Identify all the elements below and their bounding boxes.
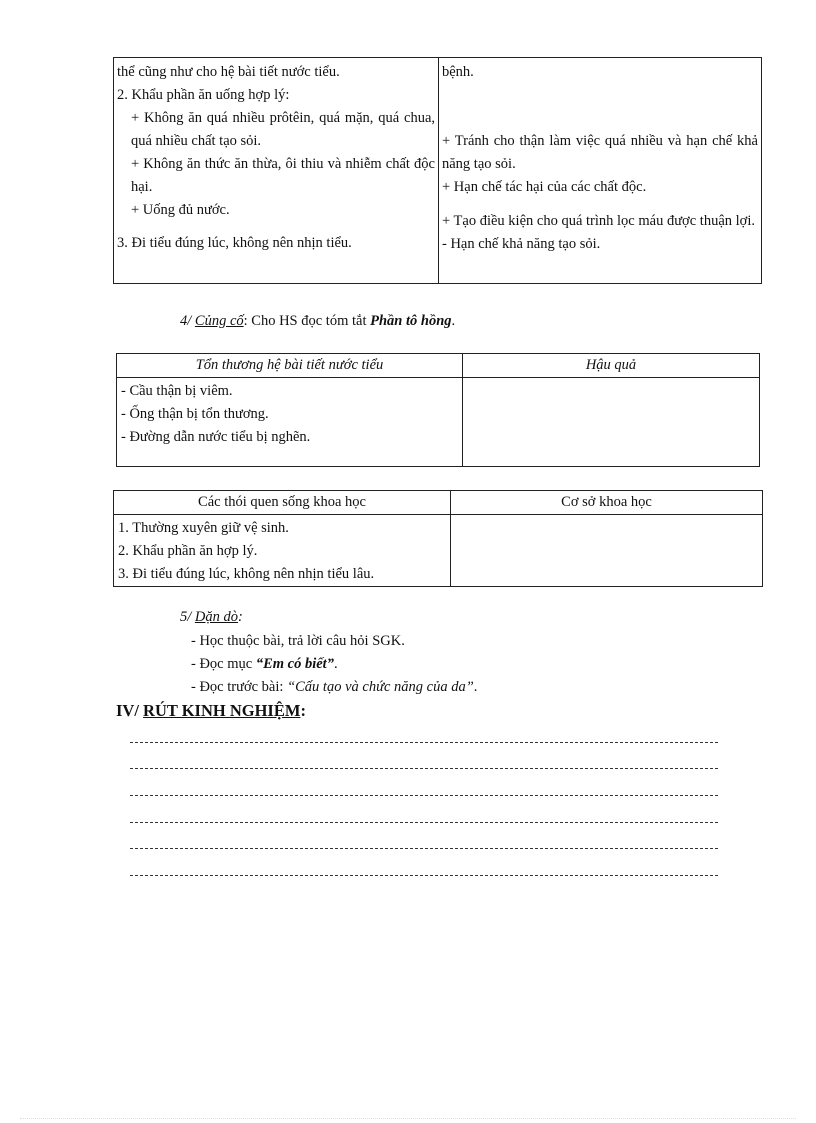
habits-table: [113, 490, 763, 587]
dando-colon: :: [238, 609, 243, 625]
rutkinh-title: RÚT KINH NGHIỆM: [143, 701, 301, 720]
reason-line: + Tránh cho thận làm việc quá nhiều và hạn chế khả năng tạo sỏi.: [442, 133, 758, 172]
page-footer-divider: [20, 1118, 796, 1119]
science-header: Cơ sở khoa học: [451, 491, 763, 515]
notes-line: [130, 875, 718, 876]
rutkinh-heading: [116, 700, 306, 722]
reason-line: bệnh.: [442, 64, 474, 80]
cungco-heading: [180, 310, 455, 333]
dando-number: 5/: [180, 609, 192, 625]
notes-line: [130, 848, 718, 849]
rutkinh-colon: :: [300, 701, 306, 720]
dando-heading: [180, 606, 243, 629]
dando-item-3: [191, 676, 477, 699]
damage-table: [116, 353, 760, 467]
habits-header: Các thói quen sống khoa học: [114, 491, 451, 515]
dando-item-3-em: “Cấu tạo và chức năng của da”: [287, 679, 474, 695]
rutkinh-prefix: IV/: [116, 701, 144, 720]
habit-line: + Uống đủ nước.: [131, 202, 230, 218]
dando-item-3-end: .: [473, 679, 478, 695]
notes-line: [130, 742, 718, 743]
remedy-table: [113, 57, 762, 284]
dando-item-2-em: “Em có biết”: [255, 656, 334, 672]
dando-label: Dặn dò: [194, 609, 239, 625]
habit-line: 2. Khẩu phần ăn uống hợp lý:: [117, 87, 290, 103]
habit-line: + Không ăn thức ăn thừa, ôi thiu và nhiễm chất độc hại.: [131, 156, 435, 195]
reason-line: + Tạo điều kiện cho quá trình lọc máu được thuận lợi.: [442, 213, 755, 229]
damage-item: - Ống thận bị tổn thương.: [121, 406, 269, 422]
dando-item-2: [191, 653, 338, 676]
notes-line: [130, 822, 718, 823]
consequence-header: Hậu quả: [463, 354, 760, 378]
habit-line: + Không ăn quá nhiều prôtêin, quá mặn, quá chua, quá nhiều chất tạo sỏi.: [131, 110, 435, 149]
habits-cell: [114, 515, 451, 587]
damage-header: Tổn thương hệ bài tiết nước tiểu: [117, 354, 463, 378]
cungco-end: .: [451, 313, 456, 329]
dando-item-2-pre: - Đọc mục: [191, 656, 256, 672]
habit-line: thể cũng như cho hệ bài tiết nước tiểu.: [117, 64, 340, 80]
cungco-highlight: Phần tô hồng: [370, 313, 452, 329]
habit-item: 1. Thường xuyên giữ vệ sinh.: [118, 520, 289, 536]
habit-item: 2. Khẩu phần ăn hợp lý.: [118, 543, 258, 559]
habit-item: 3. Đi tiểu đúng lúc, không nên nhịn tiểu lâu.: [118, 566, 375, 582]
habit-line: 3. Đi tiểu đúng lúc, không nên nhịn tiểu.: [117, 235, 352, 251]
consequence-cell: [463, 378, 760, 467]
cungco-label: Củng cố: [194, 313, 244, 329]
habits-column: [114, 58, 439, 283]
damage-item: - Đường dẫn nước tiểu bị nghẽn.: [121, 429, 311, 445]
dando-item-2-end: .: [333, 656, 338, 672]
cungco-text: : Cho HS đọc tóm tắt: [243, 313, 371, 329]
notes-line: [130, 795, 718, 796]
science-cell: [451, 515, 763, 587]
reason-line: - Hạn chế khả năng tạo sỏi.: [442, 236, 601, 252]
damage-cell: [117, 378, 463, 467]
notes-line: [130, 768, 718, 769]
damage-item: - Cầu thận bị viêm.: [121, 383, 233, 399]
reasons-column: [439, 58, 761, 283]
dando-item-1: - Học thuộc bài, trả lời câu hỏi SGK.: [191, 633, 405, 649]
reason-line: + Hạn chế tác hại của các chất độc.: [442, 179, 647, 195]
dando-item-3-pre: - Đọc trước bài:: [191, 679, 288, 695]
cungco-number: 4/: [180, 313, 192, 329]
